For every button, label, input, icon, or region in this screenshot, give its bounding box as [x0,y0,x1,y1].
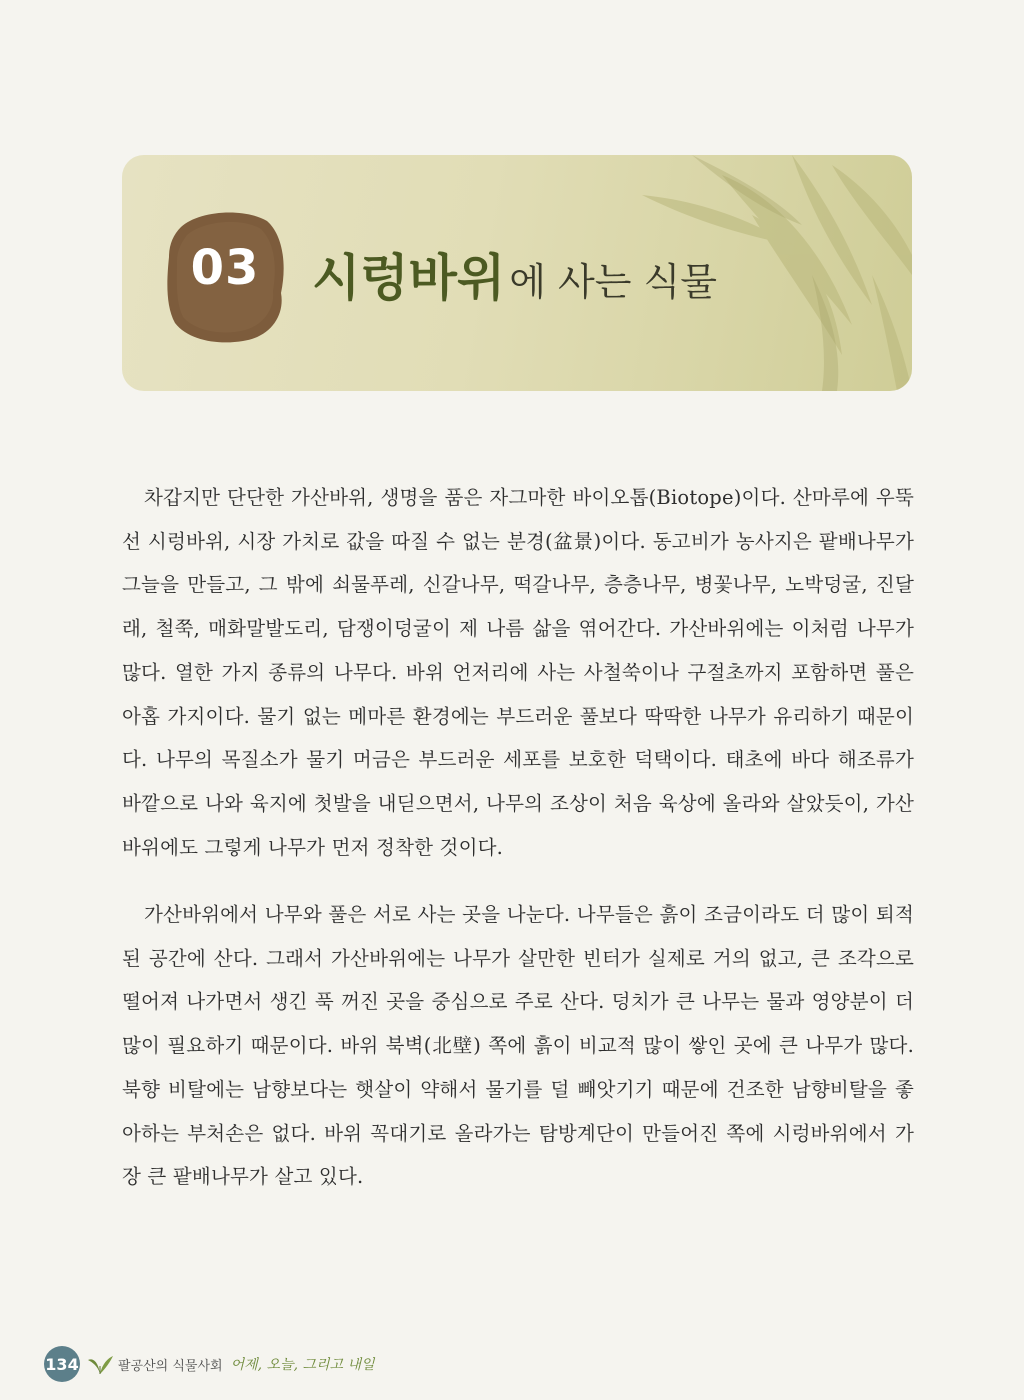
paragraph-text: 차갑지만 단단한 가산바위, 생명을 품은 자그마한 바이오톱(Biotope)이다. 산마루에 우뚝 선 시렁바위, 시장 가치로 값을 따질 수 없는 분경(盆景)이다. 동고비가 농사지은 팥배나무가 그늘을 만들고, 그 밖에 쇠물푸레, 신갈나무, 떡갈나무, 층층나무, 병꽃나무, 노박덩굴, 진달래, 철쭉, 매화말발도리, 담쟁이덩굴이 제 나름 삶을 엮어간다. 가산바위에는 이처럼 나무가 많다. 열한 가지 종류의 나무다. 바위 언저리에 사는 사철쑥이나 구절초까지 포함하면 풀은 아홉 가지이다. 물기 없는 메마른 환경에는 부드러운 풀보다 딱딱한 나무가 유리하기 때문이다. 나무의 목질소가 물기 머금은 부드러운 세포를 보호한 덕택이다. 태초에 바다 해조류가 바깥으로 나와 육지에 첫발을 내딛으면서, 나무의 조상이 처음 육상에 올라와 살았듯이, 가산바위에도 그렇게 나무가 먼저 정착한 것이다. [122,486,914,859]
section-title-rest: 에 사는 식물 [509,260,717,304]
body-paragraph-1 [122,476,914,869]
footer-book-title: 팔공산의 식물사회 [118,1358,223,1374]
section-title [312,238,717,310]
page-number: 134 [44,1346,80,1382]
section-number: 03 [190,240,260,296]
page-footer [44,1346,375,1382]
leaf-icon [86,1350,114,1378]
paragraph-text: 가산바위에서 나무와 풀은 서로 사는 곳을 나눈다. 나무들은 흙이 조금이라도 더 많이 퇴적된 공간에 산다. 그래서 가산바위에는 나무가 살만한 빈터가 실제로 거의 없고, 큰 조각으로 떨어져 나가면서 생긴 푹 꺼진 곳을 중심으로 주로 산다. 덩치가 큰 나무는 물과 영양분이 더 많이 필요하기 때문이다. 바위 북벽(北壁) 쪽에 흙이 비교적 많이 쌓인 곳에 큰 나무가 많다. 북향 비탈에는 남향보다는 햇살이 약해서 물기를 덜 빼앗기기 때문에 건조한 남향비탈을 좋아하는 부처손은 없다. 바위 꼭대기로 올라가는 탐방계단이 만들어진 쪽에 시렁바위에서 가장 큰 팥배나무가 살고 있다. [122,903,914,1189]
section-title-main: 시렁바위 [312,249,506,307]
body-paragraph-2 [122,893,914,1199]
footer-subtitle: 어제, 오늘, 그리고 내일 [230,1357,375,1373]
